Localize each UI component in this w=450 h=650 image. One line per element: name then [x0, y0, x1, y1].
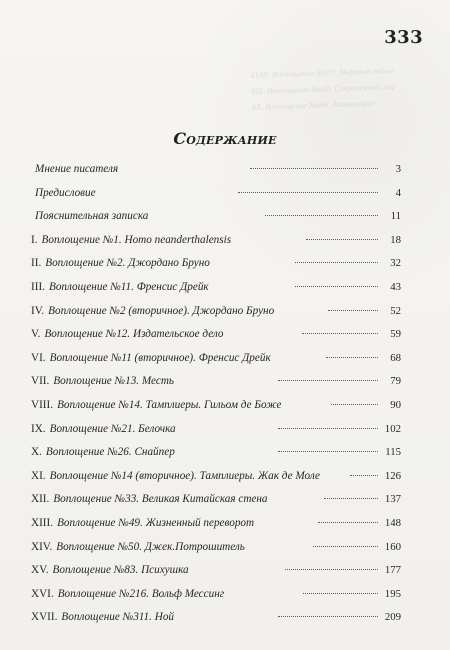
toc-entry-page: 209: [384, 611, 402, 624]
toc-entry-page: 79: [390, 375, 401, 388]
toc-entry-title: Воплощение №83. Психушка: [52, 564, 189, 577]
page-number: 333: [384, 27, 423, 48]
toc-entry[interactable]: [31, 370, 401, 394]
toc-entry-page: 3: [395, 163, 402, 175]
toc-entry[interactable]: [31, 512, 401, 536]
toc-leader-dots: [306, 239, 378, 240]
toc-entry-title: Воплощение №14 (вторичное). Тамплиеры. Жак де Моле: [49, 469, 320, 482]
toc-entry-number: VIII.: [31, 398, 54, 411]
toc-leader-dots: [278, 451, 378, 452]
toc-entry[interactable]: [31, 559, 401, 583]
toc-entry-title: Воплощение №13. Месть: [53, 375, 174, 388]
toc-entry-number: I.: [31, 233, 38, 246]
toc-entry-title: Воплощение №26. Снайпер: [45, 446, 175, 459]
toc-entry-title: Предисловие: [35, 186, 96, 199]
toc-leader-dots: [295, 262, 378, 263]
toc-entry-title: Пояснительная записка: [35, 210, 149, 223]
toc-entry-title: Воплощение №216. Вольф Мессинг: [57, 587, 225, 600]
toc-leader-dots: [285, 569, 378, 570]
toc-leader-dots: [238, 192, 378, 193]
toc-entry-page: 137: [384, 493, 402, 506]
bleed-line: XVIII. Воплощение №617. Мировые войны: [250, 66, 394, 80]
toc-leader-dots: [278, 428, 378, 429]
toc-entry-page: 90: [390, 398, 402, 411]
toc-leader-dots: [265, 215, 378, 216]
toc-entry-page: 59: [390, 328, 401, 341]
toc-entry-page: 4: [395, 186, 402, 199]
toc-entry[interactable]: [31, 182, 401, 206]
toc-entry-number: XVI.: [31, 587, 54, 600]
toc-entry[interactable]: [31, 229, 401, 253]
toc-entry[interactable]: [31, 323, 401, 347]
toc-leader-dots: [318, 522, 378, 523]
table-of-contents-title: Содержание: [173, 129, 277, 148]
toc-entry[interactable]: [31, 465, 401, 489]
toc-entry-number: III.: [31, 280, 45, 293]
toc-entry[interactable]: [31, 158, 401, 182]
toc-entry-page: 52: [390, 304, 401, 317]
toc-entry-title: Воплощение №50. Джек.Потрошитель: [56, 540, 245, 553]
toc-leader-dots: [326, 357, 378, 358]
toc-leader-dots: [278, 616, 379, 617]
toc-entry-title: Воплощение №1. Homo neanderthalensis: [41, 233, 232, 246]
toc-leader-dots: [324, 498, 378, 499]
toc-entry[interactable]: [31, 300, 401, 324]
toc-leader-dots: [350, 475, 378, 476]
table-of-contents: [31, 158, 401, 630]
toc-entry-page: 148: [384, 516, 402, 529]
toc-entry-page: 126: [384, 469, 402, 482]
toc-entry-title: Воплощение №2 (вторичное). Джордано Бруно: [48, 304, 275, 317]
toc-leader-dots: [250, 168, 378, 169]
toc-entry-title: Воплощение №49. Жизненный переворот: [57, 516, 255, 529]
toc-entry[interactable]: [31, 252, 401, 276]
toc-entry-page: 11: [390, 210, 401, 223]
toc-leader-dots: [331, 404, 378, 405]
toc-entry-title: Воплощение №2. Джордано Бруно: [45, 257, 210, 270]
toc-entry-page: 160: [384, 540, 401, 553]
toc-leader-dots: [302, 333, 378, 334]
toc-entry-number: II.: [31, 257, 42, 270]
toc-entry-number: VII.: [31, 375, 50, 388]
toc-entry[interactable]: [31, 536, 401, 560]
toc-entry-number: IV.: [31, 304, 45, 317]
toc-entry[interactable]: [31, 441, 401, 465]
toc-entry-title: Воплощение №311. Ной: [61, 611, 175, 624]
toc-entry-number: XII.: [31, 493, 50, 506]
toc-entry[interactable]: [31, 606, 401, 630]
toc-entry[interactable]: [31, 347, 401, 371]
toc-entry-title: Воплощение №33. Великая Китайская стена: [53, 493, 268, 506]
toc-entry-number: XV.: [31, 564, 49, 577]
toc-entry-page: 32: [390, 257, 402, 270]
toc-entry-title: Воплощение №11 (вторичное). Френсис Дрейк: [49, 351, 271, 364]
toc-entry-title: Воплощение №14. Тамплиеры. Гильом де Боже: [57, 398, 282, 411]
toc-entry-page: 102: [384, 422, 401, 435]
toc-entry-number: IX.: [31, 422, 46, 435]
toc-entry-title: Воплощение №12. Издательское дело: [44, 328, 224, 341]
bleed-through-text: [250, 61, 442, 116]
toc-entry-title: Мнение писателя: [35, 163, 119, 175]
toc-entry-number: VI.: [31, 351, 46, 364]
toc-entry-number: V.: [31, 328, 41, 341]
toc-entry[interactable]: [31, 394, 401, 418]
toc-entry-number: XIV.: [31, 540, 53, 553]
bleed-line: XX. Воплощение №666. Апокалипсис: [251, 98, 376, 112]
toc-entry-page: 177: [384, 564, 402, 577]
toc-entry-number: XI.: [31, 469, 46, 482]
toc-entry[interactable]: [31, 488, 401, 512]
toc-entry[interactable]: [31, 205, 401, 229]
toc-entry-number: XVII.: [31, 611, 58, 624]
toc-leader-dots: [328, 310, 378, 311]
toc-entry[interactable]: [31, 418, 401, 442]
toc-entry-title: Воплощение №11. Френсис Дрейк: [48, 280, 209, 293]
toc-entry-number: XIII.: [31, 516, 54, 529]
bleed-line: XIX. Воплощение №640. Современный мир: [250, 81, 396, 96]
toc-entry-number: X.: [31, 446, 42, 459]
toc-leader-dots: [303, 593, 378, 594]
toc-entry-page: 43: [390, 280, 401, 293]
toc-entry[interactable]: [31, 276, 401, 300]
toc-entry-title: Воплощение №21. Белочка: [49, 422, 176, 435]
toc-entry-page: 115: [385, 446, 401, 459]
toc-entry[interactable]: [31, 583, 401, 607]
toc-leader-dots: [278, 380, 379, 381]
toc-entry-page: 195: [384, 587, 401, 600]
toc-leader-dots: [313, 546, 378, 547]
toc-entry-page: 68: [390, 351, 401, 364]
toc-entry-page: 18: [390, 233, 402, 246]
toc-leader-dots: [295, 286, 378, 287]
